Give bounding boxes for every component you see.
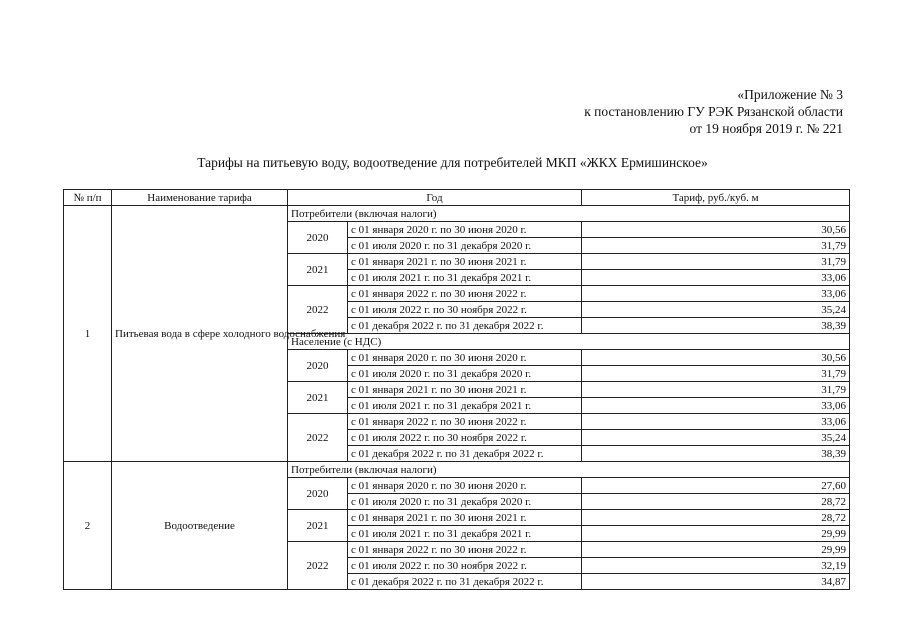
year-cell: 2021 bbox=[288, 382, 348, 414]
period-cell: с 01 декабря 2022 г. по 31 декабря 2022 г. bbox=[348, 446, 582, 462]
year-cell: 2021 bbox=[288, 254, 348, 286]
period-cell: с 01 июля 2022 г. по 30 ноября 2022 г. bbox=[348, 558, 582, 574]
period-cell: с 01 июля 2020 г. по 31 декабря 2020 г. bbox=[348, 366, 582, 382]
tariff-value: 35,24 bbox=[582, 302, 850, 318]
period-cell: с 01 января 2020 г. по 30 июня 2020 г. bbox=[348, 350, 582, 366]
period-cell: с 01 января 2022 г. по 30 июня 2022 г. bbox=[348, 542, 582, 558]
period-cell: с 01 декабря 2022 г. по 31 декабря 2022 г. bbox=[348, 574, 582, 590]
table-header-row bbox=[64, 190, 850, 206]
year-cell: 2022 bbox=[288, 414, 348, 462]
period-cell: с 01 июля 2021 г. по 31 декабря 2021 г. bbox=[348, 398, 582, 414]
tariff-value: 31,79 bbox=[582, 366, 850, 382]
period-cell: с 01 января 2020 г. по 30 июня 2020 г. bbox=[348, 222, 582, 238]
table-row bbox=[64, 462, 850, 478]
period-cell: с 01 июля 2020 г. по 31 декабря 2020 г. bbox=[348, 494, 582, 510]
tariff-value: 29,99 bbox=[582, 542, 850, 558]
tariff-value: 32,19 bbox=[582, 558, 850, 574]
period-cell: с 01 июля 2020 г. по 31 декабря 2020 г. bbox=[348, 238, 582, 254]
group-label: Потребители (включая налоги) bbox=[288, 206, 850, 222]
column-header-name: Наименование тарифа bbox=[112, 190, 288, 206]
tariff-value: 33,06 bbox=[582, 286, 850, 302]
tariff-value: 35,24 bbox=[582, 430, 850, 446]
tariff-name: Питьевая вода в сфере холодного водоснабжения bbox=[112, 206, 288, 462]
tariff-value: 33,06 bbox=[582, 270, 850, 286]
group-label: Население (с НДС) bbox=[288, 334, 850, 350]
tariff-value: 28,72 bbox=[582, 510, 850, 526]
appendix-line-1: «Приложение № 3 bbox=[737, 87, 843, 102]
tariff-value: 30,56 bbox=[582, 350, 850, 366]
year-cell: 2021 bbox=[288, 510, 348, 542]
appendix-line-2: к постановлению ГУ РЭК Рязанской области bbox=[584, 104, 843, 119]
period-cell: с 01 января 2021 г. по 30 июня 2021 г. bbox=[348, 254, 582, 270]
period-cell: с 01 июля 2022 г. по 30 ноября 2022 г. bbox=[348, 302, 582, 318]
tariff-value: 33,06 bbox=[582, 414, 850, 430]
tariff-value: 38,39 bbox=[582, 446, 850, 462]
year-cell: 2022 bbox=[288, 542, 348, 590]
period-cell: с 01 июля 2021 г. по 31 декабря 2021 г. bbox=[348, 526, 582, 542]
period-cell: с 01 января 2021 г. по 30 июня 2021 г. bbox=[348, 510, 582, 526]
tariff-table bbox=[63, 189, 850, 590]
tariff-value: 31,79 bbox=[582, 254, 850, 270]
appendix-header bbox=[584, 86, 843, 137]
row-number: 1 bbox=[64, 206, 112, 462]
tariff-value: 31,79 bbox=[582, 382, 850, 398]
column-header-number: № п/п bbox=[64, 190, 112, 206]
tariff-value: 27,60 bbox=[582, 478, 850, 494]
period-cell: с 01 июля 2022 г. по 30 ноября 2022 г. bbox=[348, 430, 582, 446]
document-title: Тарифы на питьевую воду, водоотведение для потребителей МКП «ЖКХ Ермишинское» bbox=[197, 155, 708, 170]
year-cell: 2020 bbox=[288, 478, 348, 510]
row-number: 2 bbox=[64, 462, 112, 590]
year-cell: 2020 bbox=[288, 350, 348, 382]
column-header-year: Год bbox=[288, 190, 582, 206]
column-header-tariff: Тариф, руб./куб. м bbox=[582, 190, 850, 206]
year-cell: 2020 bbox=[288, 222, 348, 254]
tariff-value: 30,56 bbox=[582, 222, 850, 238]
table-row bbox=[64, 206, 850, 222]
tariff-value: 29,99 bbox=[582, 526, 850, 542]
tariff-value: 34,87 bbox=[582, 574, 850, 590]
period-cell: с 01 января 2021 г. по 30 июня 2021 г. bbox=[348, 382, 582, 398]
tariff-value: 38,39 bbox=[582, 318, 850, 334]
tariff-name: Водоотведение bbox=[112, 462, 288, 590]
period-cell: с 01 января 2020 г. по 30 июня 2020 г. bbox=[348, 478, 582, 494]
tariff-value: 33,06 bbox=[582, 398, 850, 414]
period-cell: с 01 декабря 2022 г. по 31 декабря 2022 г. bbox=[348, 318, 582, 334]
tariff-value: 31,79 bbox=[582, 238, 850, 254]
year-cell: 2022 bbox=[288, 286, 348, 334]
period-cell: с 01 июля 2021 г. по 31 декабря 2021 г. bbox=[348, 270, 582, 286]
appendix-line-3: от 19 ноября 2019 г. № 221 bbox=[689, 121, 843, 136]
group-label: Потребители (включая налоги) bbox=[288, 462, 850, 478]
period-cell: с 01 января 2022 г. по 30 июня 2022 г. bbox=[348, 286, 582, 302]
tariff-value: 28,72 bbox=[582, 494, 850, 510]
period-cell: с 01 января 2022 г. по 30 июня 2022 г. bbox=[348, 414, 582, 430]
